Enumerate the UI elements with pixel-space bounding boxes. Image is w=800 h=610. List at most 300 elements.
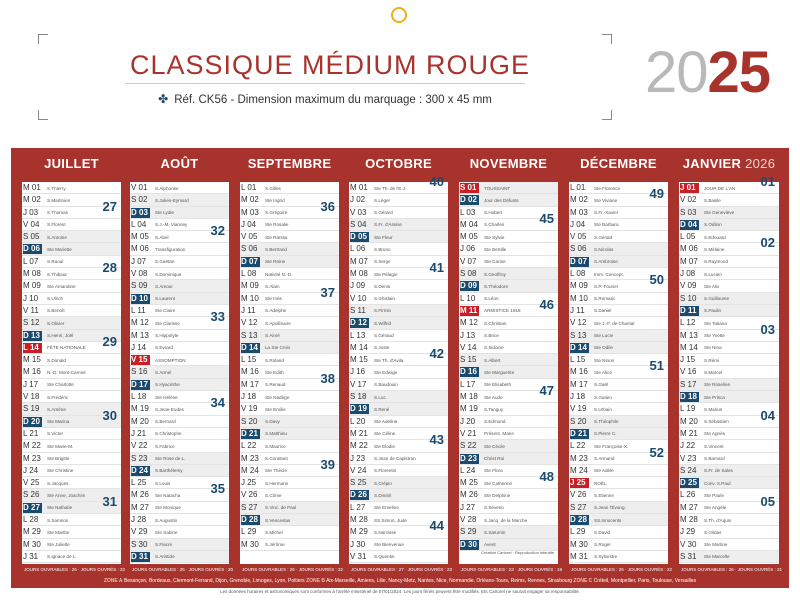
day-row xyxy=(679,354,779,366)
day-row xyxy=(240,231,339,243)
day-row xyxy=(22,366,121,378)
saint-name: S.Grégoire xyxy=(265,210,288,216)
day-label: L 20 xyxy=(350,416,366,426)
day-label: M 12 xyxy=(131,318,149,328)
day-label: D 14 xyxy=(241,343,260,353)
month-totals: JOURS OUVRABLES : 26 · JOURS OUVRÉS : 21 xyxy=(681,567,783,572)
day-label: M 25 xyxy=(460,478,478,488)
school-zones xyxy=(0,578,800,584)
saint-name: Ste Emeline xyxy=(374,505,399,511)
day-row xyxy=(240,256,339,268)
saint-name: Ste Nadège xyxy=(265,394,290,400)
day-label: L 01 xyxy=(241,183,257,192)
day-row xyxy=(569,477,668,489)
day-row xyxy=(459,416,558,428)
saint-name: Transfiguration xyxy=(155,246,186,252)
day-row xyxy=(679,465,779,477)
month-column-3 xyxy=(349,174,448,564)
saint-name: S.Samson xyxy=(47,517,69,523)
day-label: M 06 xyxy=(680,244,698,254)
day-label: M 02 xyxy=(241,195,259,205)
month-column-6 xyxy=(679,174,779,564)
legal-notice: Les données horaires et astronomiques sont conformes à l'arrêté ministériel de 07/01/2024. Les jours fériés peuvent être modifiés. Ets Cartorel ne saurait engager sa responsabilité. xyxy=(220,589,580,594)
day-label: S 06 xyxy=(241,244,258,254)
day-row xyxy=(349,330,448,342)
month-totals: JOURS OUVRABLES : 25 · JOURS OUVRÉS : 20 xyxy=(132,567,234,572)
day-label: M 10 xyxy=(241,293,259,303)
day-label: L 24 xyxy=(460,465,476,475)
day-label: M 24 xyxy=(241,465,259,475)
saint-name: S.Olivier xyxy=(47,320,65,326)
saint-name: S.Barnard xyxy=(704,456,725,462)
day-row xyxy=(349,465,448,477)
day-row xyxy=(349,391,448,403)
day-row xyxy=(569,256,668,268)
day-label: M 21 xyxy=(680,428,698,438)
saint-name: S.Bruno xyxy=(374,246,391,252)
day-row xyxy=(569,416,668,428)
day-label: V 05 xyxy=(570,232,587,242)
day-label: S 16 xyxy=(131,367,148,377)
day-row xyxy=(349,489,448,501)
month-name: DÉCEMBRE xyxy=(580,156,657,171)
year-part-2: 25 xyxy=(707,40,770,105)
day-row xyxy=(22,551,121,563)
day-row xyxy=(349,194,448,206)
month-name: JANVIER xyxy=(682,156,742,171)
day-label: M 01 xyxy=(23,183,41,192)
day-row xyxy=(569,305,668,317)
saint-name: Ste J.-F. de Chantal xyxy=(594,320,635,326)
day-row xyxy=(22,477,121,489)
day-label: V 15 xyxy=(131,355,150,365)
saint-name: S.Florent xyxy=(47,222,66,228)
saint-name: Conv. S.Paul xyxy=(704,480,731,486)
month-header-2 xyxy=(240,156,339,171)
day-label: L 04 xyxy=(131,219,147,229)
day-label: V 14 xyxy=(460,342,477,352)
day-label: M 03 xyxy=(241,207,259,217)
day-label: D 25 xyxy=(680,478,699,488)
day-label: M 02 xyxy=(570,195,588,205)
saint-name: La Ste Croix xyxy=(265,345,291,351)
zone-a-label: ZONE A xyxy=(103,578,123,584)
day-row xyxy=(130,293,229,305)
day-row xyxy=(459,366,558,378)
day-label: L 08 xyxy=(570,269,586,279)
saint-name: Ste Martine xyxy=(704,542,728,548)
saint-name: S.Vinc. de Paul xyxy=(265,505,297,511)
day-label: D 09 xyxy=(460,281,479,291)
day-row xyxy=(240,489,339,501)
day-label: J 14 xyxy=(131,342,147,352)
saint-name: ARMISTICE 1918 xyxy=(484,308,521,314)
saint-name: S.Roger xyxy=(594,542,611,548)
day-label: D 28 xyxy=(241,515,260,525)
saint-name: S.Léger xyxy=(374,197,391,203)
day-row xyxy=(459,280,558,292)
month-name: SEPTEMBRE xyxy=(247,156,332,171)
day-label: M 27 xyxy=(131,502,149,512)
saint-name: S.Hermann xyxy=(265,480,289,486)
day-label: S 30 xyxy=(131,539,148,549)
day-row xyxy=(240,416,339,428)
saint-name: S.Séverin xyxy=(484,505,504,511)
saint-name: Ste Marie-M. xyxy=(47,443,74,449)
zone-a-cities: Besançon, Bordeaux, Clermont-Ferrand, Dijon, Grenoble, Limoges, Lyon, Poitiers xyxy=(123,578,305,584)
day-row xyxy=(130,514,229,526)
day-row xyxy=(240,403,339,415)
day-row xyxy=(569,514,668,526)
month-name: AOÛT xyxy=(160,156,199,171)
day-row xyxy=(130,551,229,563)
saint-name: S.Alphonse xyxy=(155,185,179,191)
saint-name: Avent xyxy=(484,542,496,548)
day-label: J 08 xyxy=(680,269,696,279)
day-row xyxy=(459,428,558,440)
saint-name: S.Côme xyxy=(265,492,282,498)
saint-name: Ste Odile xyxy=(594,345,613,351)
saint-name: S.Gildas xyxy=(704,529,722,535)
day-row xyxy=(569,403,668,415)
saint-name: S.Renaud xyxy=(265,382,286,388)
saint-name: Ste Flora xyxy=(484,468,503,474)
day-label: D 16 xyxy=(460,367,479,377)
day-label: M 21 xyxy=(350,428,368,438)
saint-name: S.Florentin xyxy=(374,468,397,474)
day-row xyxy=(569,465,668,477)
day-row xyxy=(459,194,558,206)
day-row xyxy=(679,342,779,354)
week-number: 42 xyxy=(429,346,444,362)
day-label: V 09 xyxy=(680,281,697,291)
day-row xyxy=(240,391,339,403)
saint-name: Ste Françoise-X. xyxy=(594,443,629,449)
day-label: M 05 xyxy=(131,232,149,242)
saint-name: S.Constant xyxy=(265,456,288,462)
day-row xyxy=(22,305,121,317)
day-label: J 30 xyxy=(350,539,366,549)
month-column-1 xyxy=(130,182,229,564)
day-label: J 03 xyxy=(23,207,39,217)
day-row xyxy=(569,489,668,501)
saint-name: S.Wilfrid xyxy=(374,320,392,326)
day-label: M 07 xyxy=(680,256,698,266)
day-row xyxy=(130,182,229,194)
day-label: D 14 xyxy=(570,343,589,353)
day-label: S 15 xyxy=(460,355,477,365)
saint-name: S.Th. d'Aquin xyxy=(704,517,732,523)
day-label: V 22 xyxy=(131,441,148,451)
week-number: 29 xyxy=(102,333,117,349)
saint-name: S.Martinien xyxy=(47,197,71,203)
saint-name: S.Raymond xyxy=(704,259,729,265)
day-label: D 21 xyxy=(241,429,260,439)
saint-name: Ste Marthe xyxy=(47,529,70,535)
day-label: S 22 xyxy=(460,441,477,451)
day-label: D 13 xyxy=(23,331,42,341)
zone-c-label: ZONE C xyxy=(573,578,593,584)
day-row xyxy=(569,243,668,255)
saint-name: S.Maurice xyxy=(265,443,286,449)
month-header-3 xyxy=(349,156,448,171)
saint-name: S.Adelphe xyxy=(265,308,287,314)
day-label: M 20 xyxy=(131,416,149,426)
saint-name: Ste Pélagie xyxy=(374,271,398,277)
day-label: V 25 xyxy=(23,478,40,488)
saint-name: Ste Christine xyxy=(47,468,74,474)
saint-name: S.Donald xyxy=(47,357,66,363)
saint-name: Ste Sylvie xyxy=(484,234,505,240)
saint-name: S.Antoine xyxy=(47,234,67,240)
saint-name: Ste Lydie xyxy=(155,210,174,216)
day-row xyxy=(459,231,558,243)
saint-name: S.Ghislain xyxy=(374,296,395,302)
saint-name: S.Aimé xyxy=(265,333,280,339)
saint-name: S.Ambroise xyxy=(594,259,618,265)
day-row xyxy=(130,256,229,268)
day-label: M 19 xyxy=(460,404,478,414)
day-label: L 01 xyxy=(570,183,586,192)
day-label: D 28 xyxy=(570,515,589,525)
day-row xyxy=(679,280,779,292)
day-label: S 23 xyxy=(131,453,148,463)
day-row xyxy=(130,379,229,391)
day-label: V 02 xyxy=(680,195,697,205)
day-row xyxy=(240,440,339,452)
saint-name: S.Hubert xyxy=(484,210,503,216)
day-row xyxy=(22,539,121,551)
week-number: 39 xyxy=(320,456,335,472)
saint-name: Ste Angèle xyxy=(704,505,727,511)
day-label: S 20 xyxy=(570,416,587,426)
day-row xyxy=(130,207,229,219)
saint-name: S.Hippolyte xyxy=(155,333,179,339)
month-totals: JOURS OUVRABLES : 26 · JOURS OUVRÉS : 22 xyxy=(242,567,344,572)
week-number: 03 xyxy=(760,321,775,337)
day-label: L 03 xyxy=(460,207,476,217)
day-label: D 30 xyxy=(460,540,479,550)
day-label: S 27 xyxy=(241,502,258,512)
day-label: V 12 xyxy=(241,318,258,328)
saint-name: Ste Emilie xyxy=(265,406,286,412)
day-label: J 28 xyxy=(131,515,147,525)
day-row xyxy=(349,551,448,563)
clover-icon: ✤ xyxy=(158,92,169,106)
saint-name: Ste Elodie xyxy=(374,443,395,449)
saint-name: Ste Edith xyxy=(265,369,284,375)
saint-name: S.Geoffroy xyxy=(484,271,506,277)
day-row xyxy=(569,428,668,440)
day-label: M 24 xyxy=(570,465,588,475)
day-label: M 09 xyxy=(241,281,259,291)
saint-name: Ste Rose de L. xyxy=(155,456,186,462)
day-row xyxy=(240,514,339,526)
day-row xyxy=(349,280,448,292)
day-row xyxy=(679,379,779,391)
day-row xyxy=(22,440,121,452)
day-row xyxy=(130,243,229,255)
day-row xyxy=(569,330,668,342)
day-row xyxy=(349,243,448,255)
day-row xyxy=(130,194,229,206)
day-label: M 18 xyxy=(460,392,478,402)
saint-name: S.Victor xyxy=(47,431,63,437)
saint-name: S.René xyxy=(374,406,390,412)
saint-name: Ste Brigitte xyxy=(47,456,70,462)
day-label: D 11 xyxy=(680,306,699,316)
saint-name: Ste Clarisse xyxy=(155,320,180,326)
day-label: L 29 xyxy=(241,527,257,537)
saint-name: S.Serge xyxy=(374,259,391,265)
day-label: V 24 xyxy=(350,465,367,475)
day-row xyxy=(22,428,121,440)
week-number: 01 xyxy=(760,174,775,189)
saint-name: S.Edouard xyxy=(704,234,726,240)
day-row xyxy=(240,354,339,366)
saint-name: Ste Carine xyxy=(484,259,506,265)
saint-name: S.David xyxy=(594,529,611,535)
day-row xyxy=(22,317,121,329)
saint-name: Ste Bienvenue xyxy=(374,542,404,548)
day-label: M 22 xyxy=(350,441,368,451)
day-label: D 18 xyxy=(680,392,699,402)
day-label: L 17 xyxy=(460,379,476,389)
day-label: M 20 xyxy=(680,416,698,426)
day-row xyxy=(679,366,779,378)
zone-b-cities: Aix-Marseille, Amiens, Lille, Nancy-Metz, Nantes, Nice, Normandie, Orléans-Tours, Reims, Rennes, Strasbourg xyxy=(326,578,573,584)
day-row xyxy=(240,342,339,354)
day-label: M 14 xyxy=(680,342,698,352)
day-row xyxy=(22,354,121,366)
day-label: D 10 xyxy=(131,294,150,304)
day-label: V 08 xyxy=(131,269,148,279)
saint-name: S.Fr. d'Assise xyxy=(374,222,402,228)
day-label: S 26 xyxy=(23,490,40,500)
day-label: J 25 xyxy=(570,478,589,488)
day-label: J 10 xyxy=(23,293,39,303)
saint-name: S.Venceslas xyxy=(265,517,291,523)
day-label: M 12 xyxy=(460,318,478,328)
week-number: 33 xyxy=(210,309,225,325)
week-number: 02 xyxy=(760,235,775,251)
saint-name: S.Fiacre xyxy=(155,542,173,548)
saint-name: S.Narcisse xyxy=(374,529,397,535)
day-label: M 14 xyxy=(350,342,368,352)
day-row xyxy=(679,428,779,440)
day-row xyxy=(459,440,558,452)
day-label: M 30 xyxy=(23,539,41,549)
saint-name: S.Frédéric xyxy=(47,394,69,400)
day-row xyxy=(349,379,448,391)
saint-name: Ste Adeline xyxy=(374,419,398,425)
day-label: J 07 xyxy=(131,256,147,266)
day-label: D 19 xyxy=(350,404,369,414)
day-label: L 08 xyxy=(241,269,257,279)
saint-name: S.Christian xyxy=(484,320,507,326)
day-row xyxy=(459,526,558,538)
day-row xyxy=(569,342,668,354)
saint-name: Ste Charlotte xyxy=(47,382,74,388)
day-label: V 18 xyxy=(23,392,40,402)
day-row xyxy=(130,453,229,465)
saint-name: S.Jacques xyxy=(47,480,69,486)
day-label: D 27 xyxy=(23,503,42,513)
day-label: S 25 xyxy=(350,478,367,488)
day-label: L 06 xyxy=(350,244,366,254)
day-label: D 24 xyxy=(131,466,150,476)
day-label: M 13 xyxy=(131,330,149,340)
day-label: L 12 xyxy=(680,318,696,328)
saint-name: S.Christophe xyxy=(155,431,182,437)
month-column-5 xyxy=(569,182,668,564)
saint-name: S.Paulin xyxy=(704,308,722,314)
saint-name: S.Etienne xyxy=(594,492,614,498)
saint-name: Ste Marina xyxy=(47,419,70,425)
saint-name: S.Saturnin xyxy=(484,529,506,535)
day-row xyxy=(349,416,448,428)
week-number: 30 xyxy=(102,407,117,423)
day-row xyxy=(349,366,448,378)
saint-name: Ste Th. d'Avila xyxy=(374,357,404,363)
month-column-2 xyxy=(240,182,339,564)
saint-name: S.Firmin xyxy=(374,308,392,314)
saint-name: Ste Monique xyxy=(155,505,181,511)
saint-name: Ste Marcelle xyxy=(704,554,730,560)
month-header-6 xyxy=(679,156,779,171)
saint-name: S.Charles xyxy=(484,222,505,228)
saint-name: NOËL xyxy=(594,480,607,486)
saint-name: Ste Edwige xyxy=(374,369,398,375)
saint-name: S.Hyacinthe xyxy=(155,382,180,388)
day-label: M 26 xyxy=(460,490,478,500)
day-label: M 22 xyxy=(23,441,41,451)
day-label: D 20 xyxy=(23,417,42,427)
day-row xyxy=(130,526,229,538)
week-number: 40 xyxy=(429,174,444,189)
saint-name: S.Jacq. de la Marche xyxy=(484,517,528,523)
saint-name: Ste Yvette xyxy=(704,333,725,339)
day-label: S 12 xyxy=(23,318,40,328)
day-row xyxy=(130,428,229,440)
day-label: S 20 xyxy=(241,416,258,426)
day-label: M 16 xyxy=(570,367,588,377)
saint-name: S.Odilon xyxy=(704,222,722,228)
day-label: M 02 xyxy=(23,195,41,205)
week-number: 51 xyxy=(649,358,664,374)
day-label: V 29 xyxy=(131,527,148,537)
saint-name: Ste Nina xyxy=(704,345,722,351)
day-row xyxy=(459,502,558,514)
day-row xyxy=(130,539,229,551)
week-number: 50 xyxy=(649,272,664,288)
title-underline xyxy=(125,83,525,84)
crop-mark-bl xyxy=(38,110,48,120)
saint-name: S.Nicolas xyxy=(594,246,614,252)
day-label: V 19 xyxy=(570,404,587,414)
day-label: D 02 xyxy=(460,195,479,205)
saint-name: S.Amour xyxy=(155,283,173,289)
day-label: L 05 xyxy=(680,232,696,242)
day-row xyxy=(130,465,229,477)
saint-name: S.Apollinaire xyxy=(265,320,291,326)
day-label: M 06 xyxy=(131,244,149,254)
saint-name: S.P.-Fourier xyxy=(594,283,619,289)
day-label: M 10 xyxy=(570,293,588,303)
day-label: M 28 xyxy=(350,515,368,525)
day-row xyxy=(349,207,448,219)
saint-name: Ste Anne, Joachim xyxy=(47,492,86,498)
